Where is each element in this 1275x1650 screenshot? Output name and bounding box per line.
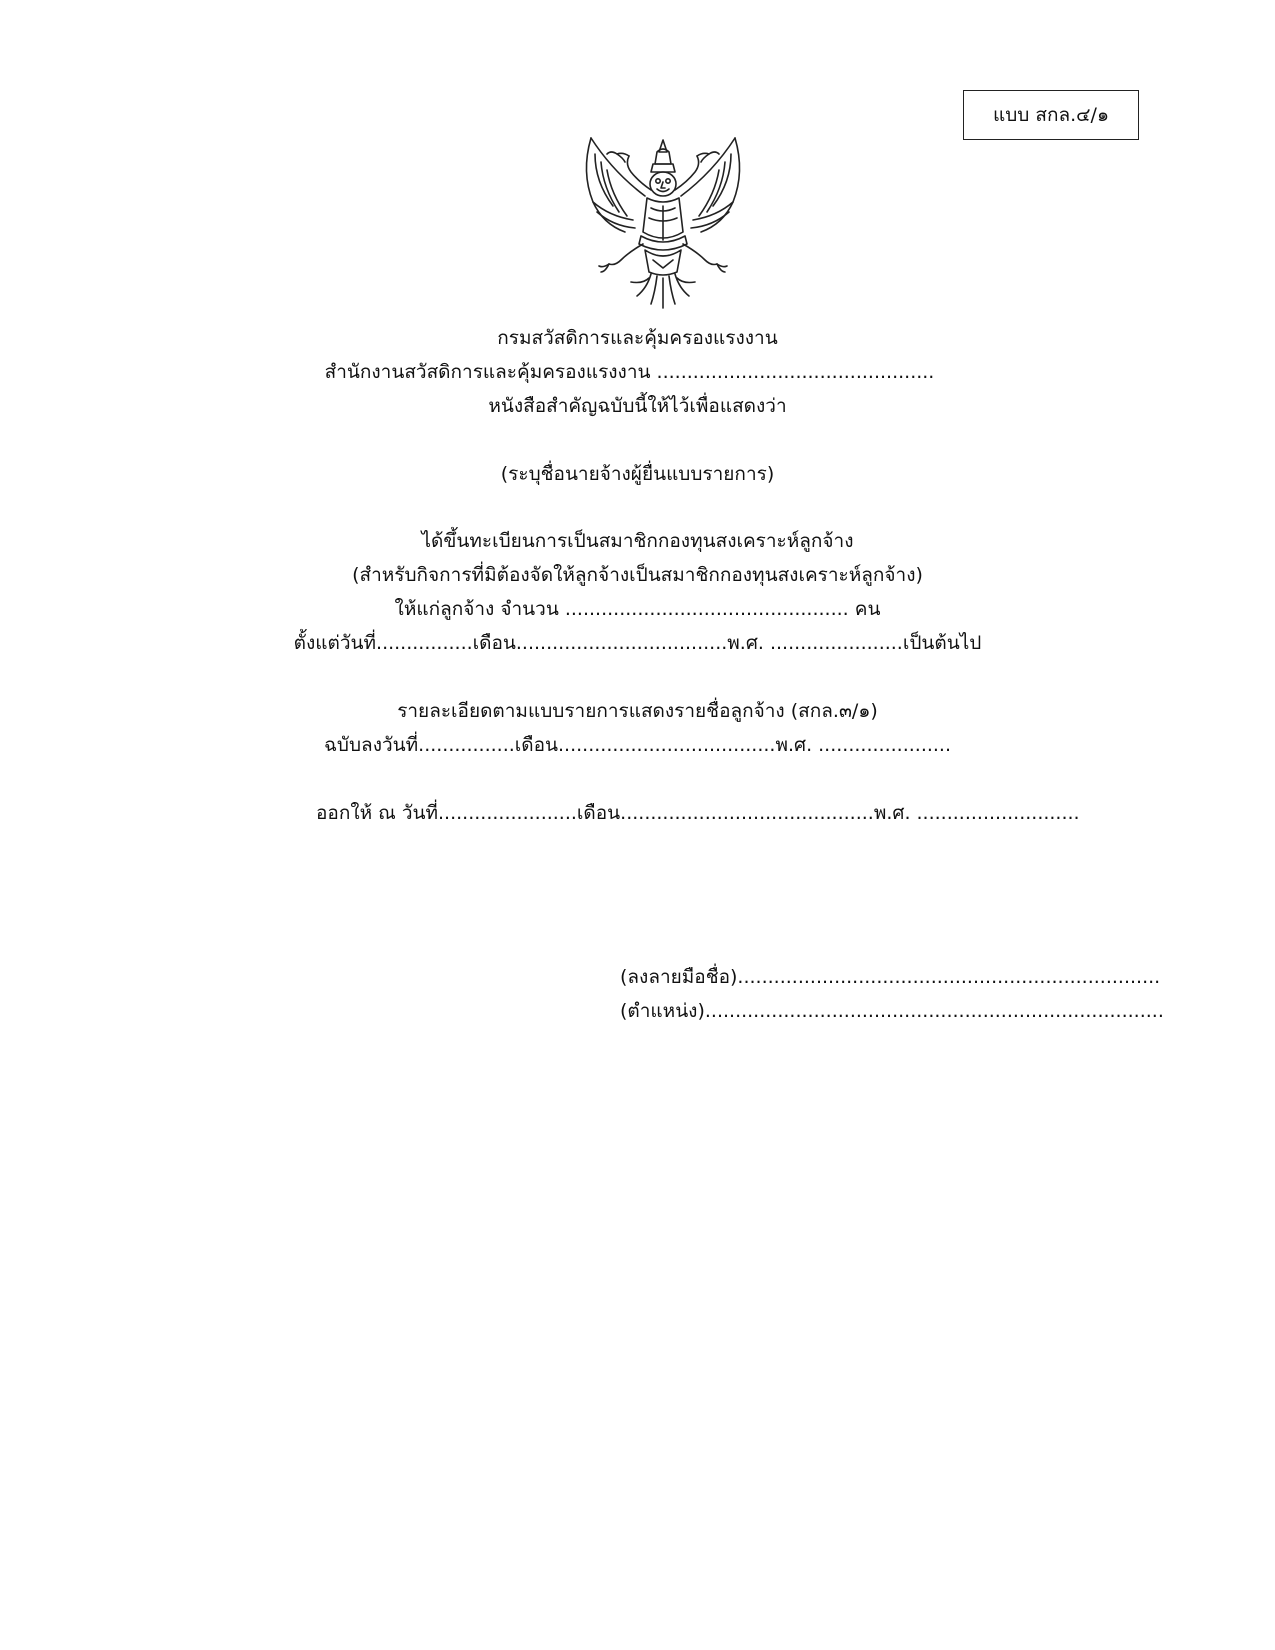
details-date-line: ฉบับลงวันที่................เดือน....................................พ.ศ. ...................... [323,734,952,756]
employee-count-line: ให้แก่ลูกจ้าง จำนวน ............................................... คน [394,598,881,620]
office-name-line: สำนักงานสวัสดิการและคุ้มครองแรงงาน .............................................. [324,361,935,383]
issued-date-line: ออกให้ ณ วันที่.......................เดือน..........................................พ.ศ. ........................... [316,802,1080,824]
registration-line-2: (สำหรับกิจการที่มิต้องจัดให้ลูกจ้างเป็นสมาชิกกองทุนสงเคราะห์ลูกจ้าง) [352,564,923,586]
details-reference-line: รายละเอียดตามแบบรายการแสดงรายชื่อลูกจ้าง (สกล.๓/๑) [397,700,878,722]
employer-name-placeholder: (ระบุชื่อนายจ้างผู้ยื่นแบบรายการ) [500,463,775,485]
certify-statement: หนังสือสำคัญฉบับนี้ให้ไว้เพื่อแสดงว่า [488,395,787,417]
signature-line: (ลงลายมือชื่อ)...................................................................... [620,966,1161,988]
garuda-emblem-icon [573,132,753,310]
form-code-box [963,90,1139,140]
form-code: แบบ สกล.๔/๑ [992,104,1110,126]
registration-line-1: ได้ขึ้นทะเบียนการเป็นสมาชิกกองทุนสงเคราะห์ลูกจ้าง [421,530,854,552]
effective-date-line: ตั้งแต่วันที่................เดือน...................................พ.ศ. ......................เป็นต้นไป [293,632,982,654]
department-name: กรมสวัสดิการและคุ้มครองแรงงาน [497,327,778,349]
position-line: (ตำแหน่ง)............................................................................ [620,1000,1164,1022]
